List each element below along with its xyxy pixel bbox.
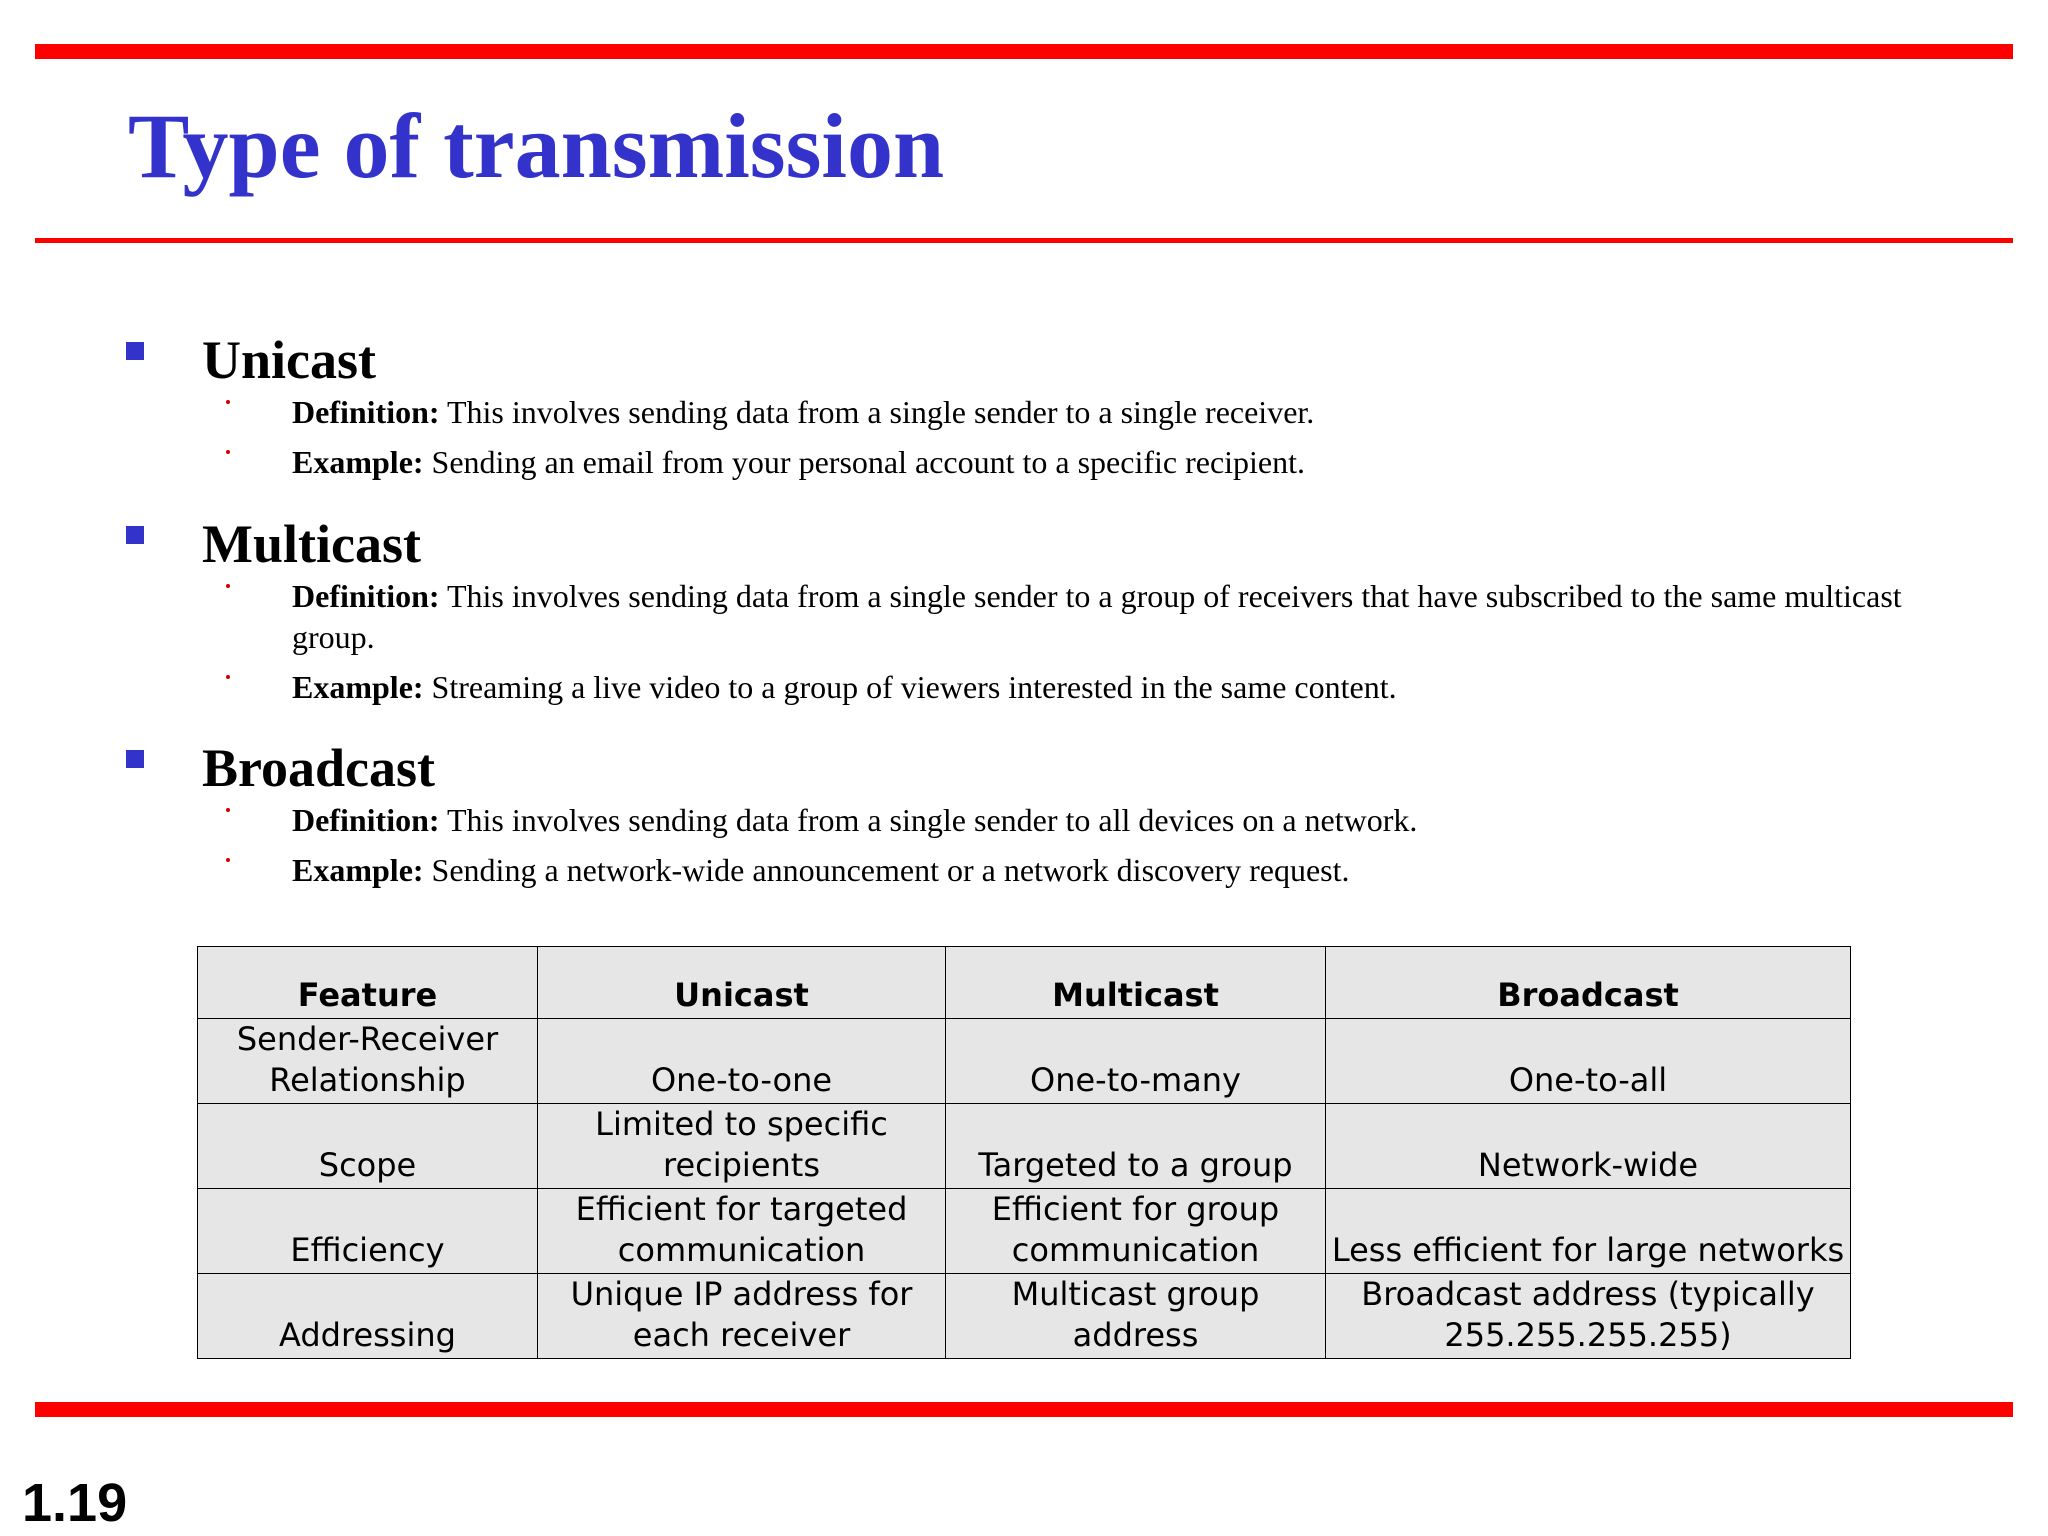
table-cell: Unique IP address for each receiver — [538, 1274, 946, 1359]
table-row — [198, 1019, 1851, 1104]
table-cell: Limited to specific recipients — [538, 1104, 946, 1189]
dot-bullet-icon — [226, 675, 230, 679]
table-header-cell: Multicast — [946, 947, 1326, 1019]
bottom-red-bar — [35, 1402, 2013, 1417]
table-row — [198, 1104, 1851, 1189]
section-heading-row — [126, 328, 1926, 392]
list-item — [126, 576, 1926, 658]
table-cell: Efficiency — [198, 1189, 538, 1274]
item-text: Sending an email from your personal account to a specific recipient. — [431, 444, 1306, 480]
item-label: Example: — [292, 669, 424, 705]
list-item — [126, 392, 1926, 433]
dot-bullet-icon — [226, 584, 230, 588]
slide-title: Type of transmission — [128, 95, 945, 197]
list-item — [126, 442, 1926, 483]
square-bullet-icon — [126, 342, 144, 360]
section-heading: Broadcast — [202, 738, 436, 798]
table-cell: Less efficient for large networks — [1326, 1189, 1851, 1274]
section-heading: Multicast — [202, 514, 421, 574]
item-text: Sending a network-wide announcement or a network discovery request. — [431, 852, 1350, 888]
table-cell: One-to-all — [1326, 1019, 1851, 1104]
item-label: Definition: — [292, 394, 440, 430]
table-cell: Network-wide — [1326, 1104, 1851, 1189]
comparison-table — [197, 946, 1851, 1359]
table-header-row — [198, 947, 1851, 1019]
section-multicast — [126, 512, 1926, 708]
section-heading: Unicast — [202, 330, 376, 390]
dot-bullet-icon — [226, 858, 230, 862]
list-item — [126, 800, 1926, 841]
dot-bullet-icon — [226, 400, 230, 404]
table-cell: Sender-Receiver Relationship — [198, 1019, 538, 1104]
item-label: Example: — [292, 852, 424, 888]
table-cell: One-to-one — [538, 1019, 946, 1104]
square-bullet-icon — [126, 526, 144, 544]
section-heading-row — [126, 736, 1926, 800]
list-item — [126, 850, 1926, 891]
section-heading-row — [126, 512, 1926, 576]
item-text: Streaming a live video to a group of viewers interested in the same content. — [431, 669, 1397, 705]
table-row — [198, 1274, 1851, 1359]
item-label: Definition: — [292, 578, 440, 614]
table-header-cell: Unicast — [538, 947, 946, 1019]
section-broadcast — [126, 736, 1926, 891]
title-underline — [35, 238, 2013, 243]
list-item — [126, 667, 1926, 708]
table-row — [198, 1189, 1851, 1274]
table-cell: Targeted to a group — [946, 1104, 1326, 1189]
dot-bullet-icon — [226, 808, 230, 812]
item-label: Definition: — [292, 802, 440, 838]
table-header-cell: Broadcast — [1326, 947, 1851, 1019]
slide-number: 1.19 — [22, 1473, 128, 1533]
table-cell: Efficient for targeted communication — [538, 1189, 946, 1274]
section-unicast — [126, 328, 1926, 483]
table-cell: Broadcast address (typically 255.255.255.255) — [1326, 1274, 1851, 1359]
table-cell: One-to-many — [946, 1019, 1326, 1104]
dot-bullet-icon — [226, 450, 230, 454]
square-bullet-icon — [126, 750, 144, 768]
table-cell: Addressing — [198, 1274, 538, 1359]
top-red-bar — [35, 44, 2013, 59]
table-header-cell: Feature — [198, 947, 538, 1019]
item-label: Example: — [292, 444, 424, 480]
table-cell: Efficient for group communication — [946, 1189, 1326, 1274]
item-text: This involves sending data from a single sender to a group of receivers that have subscribed to the same multicast group. — [292, 578, 1902, 655]
table-cell: Multicast group address — [946, 1274, 1326, 1359]
item-text: This involves sending data from a single sender to all devices on a network. — [446, 802, 1418, 838]
item-text: This involves sending data from a single sender to a single receiver. — [446, 394, 1315, 430]
table-cell: Scope — [198, 1104, 538, 1189]
